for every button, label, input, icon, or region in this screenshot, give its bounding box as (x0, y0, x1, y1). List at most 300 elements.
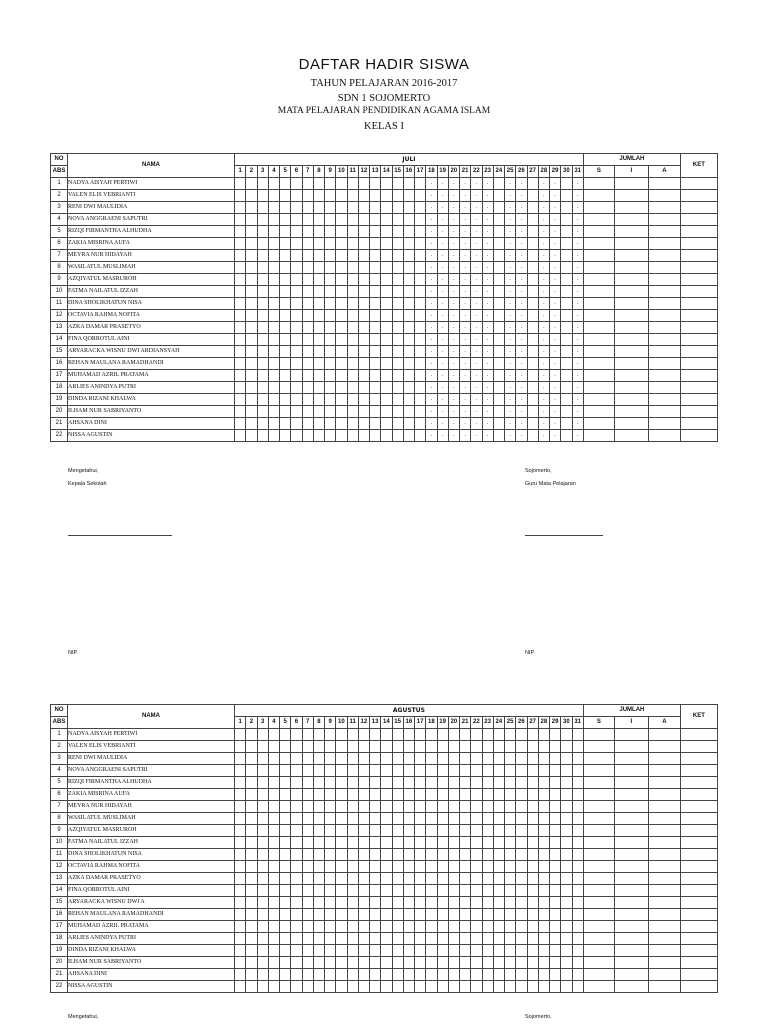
attendance-cell[interactable]: . (460, 418, 471, 430)
attendance-cell[interactable] (482, 729, 493, 741)
attendance-cell[interactable] (291, 777, 302, 789)
attendance-cell[interactable] (482, 921, 493, 933)
attendance-cell[interactable] (313, 262, 324, 274)
attendance-cell[interactable]: . (448, 430, 459, 442)
attendance-cell[interactable]: . (437, 262, 448, 274)
attendance-cell[interactable] (561, 346, 572, 358)
sum-alpa[interactable] (648, 957, 680, 969)
attendance-cell[interactable] (471, 753, 482, 765)
attendance-cell[interactable] (392, 945, 403, 957)
attendance-cell[interactable]: . (471, 418, 482, 430)
attendance-cell[interactable] (550, 813, 561, 825)
sum-sakit[interactable] (583, 430, 614, 442)
attendance-cell[interactable] (325, 298, 336, 310)
sum-sakit[interactable] (583, 274, 614, 286)
attendance-cell[interactable] (392, 885, 403, 897)
attendance-cell[interactable]: . (538, 262, 549, 274)
attendance-cell[interactable] (370, 382, 381, 394)
attendance-cell[interactable] (257, 238, 268, 250)
attendance-cell[interactable] (527, 765, 538, 777)
attendance-cell[interactable]: . (482, 178, 493, 190)
attendance-cell[interactable] (493, 262, 504, 274)
attendance-cell[interactable] (415, 406, 426, 418)
attendance-cell[interactable] (471, 897, 482, 909)
attendance-cell[interactable] (460, 777, 471, 789)
attendance-cell[interactable] (437, 933, 448, 945)
attendance-cell[interactable]: . (482, 430, 493, 442)
attendance-cell[interactable]: . (482, 262, 493, 274)
keterangan-cell[interactable] (680, 765, 717, 777)
attendance-cell[interactable]: . (448, 406, 459, 418)
attendance-cell[interactable] (302, 909, 313, 921)
attendance-cell[interactable]: . (471, 238, 482, 250)
keterangan-cell[interactable] (680, 310, 717, 322)
attendance-cell[interactable] (302, 406, 313, 418)
attendance-cell[interactable] (561, 873, 572, 885)
attendance-cell[interactable] (392, 861, 403, 873)
attendance-cell[interactable]: . (572, 238, 583, 250)
attendance-cell[interactable] (235, 430, 246, 442)
attendance-cell[interactable] (381, 861, 392, 873)
attendance-cell[interactable] (336, 262, 347, 274)
attendance-cell[interactable] (538, 885, 549, 897)
attendance-cell[interactable] (257, 214, 268, 226)
attendance-cell[interactable]: . (550, 202, 561, 214)
attendance-cell[interactable] (403, 897, 414, 909)
attendance-cell[interactable] (358, 849, 369, 861)
attendance-cell[interactable]: . (550, 286, 561, 298)
attendance-cell[interactable] (246, 226, 257, 238)
attendance-cell[interactable] (268, 346, 279, 358)
attendance-cell[interactable] (493, 873, 504, 885)
attendance-cell[interactable] (325, 238, 336, 250)
sum-izin[interactable] (614, 178, 648, 190)
attendance-cell[interactable] (403, 837, 414, 849)
attendance-cell[interactable] (268, 861, 279, 873)
attendance-cell[interactable] (426, 765, 437, 777)
attendance-cell[interactable] (280, 274, 291, 286)
attendance-cell[interactable] (403, 921, 414, 933)
attendance-cell[interactable]: . (572, 358, 583, 370)
attendance-cell[interactable] (268, 801, 279, 813)
keterangan-cell[interactable] (680, 813, 717, 825)
attendance-cell[interactable] (235, 226, 246, 238)
attendance-cell[interactable]: . (505, 322, 516, 334)
attendance-cell[interactable] (516, 945, 527, 957)
attendance-cell[interactable] (561, 394, 572, 406)
attendance-cell[interactable]: . (437, 190, 448, 202)
attendance-cell[interactable] (381, 825, 392, 837)
attendance-cell[interactable]: . (550, 358, 561, 370)
attendance-cell[interactable] (415, 262, 426, 274)
keterangan-cell[interactable] (680, 286, 717, 298)
attendance-cell[interactable] (302, 801, 313, 813)
attendance-cell[interactable] (403, 274, 414, 286)
attendance-cell[interactable] (392, 765, 403, 777)
attendance-cell[interactable] (415, 370, 426, 382)
attendance-cell[interactable]: . (550, 178, 561, 190)
attendance-cell[interactable]: . (460, 226, 471, 238)
attendance-cell[interactable] (325, 801, 336, 813)
attendance-cell[interactable]: . (538, 250, 549, 262)
attendance-cell[interactable] (403, 346, 414, 358)
attendance-cell[interactable] (437, 873, 448, 885)
attendance-cell[interactable] (347, 957, 358, 969)
attendance-cell[interactable] (313, 286, 324, 298)
attendance-cell[interactable] (280, 789, 291, 801)
attendance-cell[interactable] (291, 789, 302, 801)
keterangan-cell[interactable] (680, 238, 717, 250)
attendance-cell[interactable] (347, 190, 358, 202)
attendance-cell[interactable] (358, 945, 369, 957)
attendance-cell[interactable] (392, 825, 403, 837)
attendance-cell[interactable] (392, 310, 403, 322)
sum-alpa[interactable] (648, 861, 680, 873)
attendance-cell[interactable] (493, 777, 504, 789)
attendance-cell[interactable] (460, 921, 471, 933)
attendance-cell[interactable]: . (505, 334, 516, 346)
attendance-cell[interactable] (291, 202, 302, 214)
attendance-cell[interactable] (527, 202, 538, 214)
sum-sakit[interactable] (583, 406, 614, 418)
attendance-cell[interactable] (291, 322, 302, 334)
attendance-cell[interactable] (493, 897, 504, 909)
attendance-cell[interactable] (561, 801, 572, 813)
attendance-cell[interactable] (370, 214, 381, 226)
attendance-cell[interactable]: . (460, 190, 471, 202)
attendance-cell[interactable] (336, 861, 347, 873)
attendance-cell[interactable]: . (460, 406, 471, 418)
attendance-cell[interactable]: . (505, 190, 516, 202)
attendance-cell[interactable] (572, 789, 583, 801)
attendance-cell[interactable] (538, 933, 549, 945)
attendance-cell[interactable] (471, 969, 482, 981)
attendance-cell[interactable] (347, 933, 358, 945)
attendance-cell[interactable] (493, 382, 504, 394)
attendance-cell[interactable]: . (516, 322, 527, 334)
attendance-cell[interactable]: . (426, 274, 437, 286)
attendance-cell[interactable] (313, 394, 324, 406)
attendance-cell[interactable] (460, 765, 471, 777)
attendance-cell[interactable] (493, 969, 504, 981)
attendance-cell[interactable] (336, 933, 347, 945)
attendance-cell[interactable] (325, 382, 336, 394)
attendance-cell[interactable] (572, 801, 583, 813)
attendance-cell[interactable] (280, 765, 291, 777)
sum-alpa[interactable] (648, 214, 680, 226)
attendance-cell[interactable] (403, 825, 414, 837)
attendance-cell[interactable] (370, 202, 381, 214)
keterangan-cell[interactable] (680, 418, 717, 430)
attendance-cell[interactable] (550, 921, 561, 933)
attendance-cell[interactable]: . (448, 226, 459, 238)
attendance-cell[interactable] (325, 849, 336, 861)
attendance-cell[interactable] (358, 430, 369, 442)
attendance-cell[interactable] (561, 837, 572, 849)
attendance-cell[interactable] (268, 238, 279, 250)
attendance-cell[interactable] (302, 813, 313, 825)
attendance-cell[interactable] (392, 789, 403, 801)
attendance-cell[interactable] (392, 981, 403, 993)
attendance-cell[interactable]: . (426, 406, 437, 418)
attendance-cell[interactable] (280, 897, 291, 909)
sum-alpa[interactable] (648, 777, 680, 789)
attendance-cell[interactable] (403, 250, 414, 262)
attendance-cell[interactable] (426, 933, 437, 945)
attendance-cell[interactable]: . (516, 346, 527, 358)
sum-sakit[interactable] (583, 789, 614, 801)
attendance-cell[interactable] (415, 861, 426, 873)
attendance-cell[interactable] (235, 250, 246, 262)
attendance-cell[interactable] (336, 873, 347, 885)
sum-sakit[interactable] (583, 262, 614, 274)
attendance-cell[interactable] (572, 741, 583, 753)
attendance-cell[interactable] (291, 825, 302, 837)
attendance-cell[interactable]: . (538, 238, 549, 250)
attendance-cell[interactable]: . (448, 370, 459, 382)
attendance-cell[interactable] (493, 286, 504, 298)
attendance-cell[interactable] (527, 250, 538, 262)
attendance-cell[interactable] (538, 837, 549, 849)
sum-izin[interactable] (614, 921, 648, 933)
attendance-cell[interactable]: . (572, 226, 583, 238)
attendance-cell[interactable] (561, 813, 572, 825)
attendance-cell[interactable] (448, 957, 459, 969)
attendance-cell[interactable] (482, 741, 493, 753)
attendance-cell[interactable] (246, 813, 257, 825)
attendance-cell[interactable] (370, 945, 381, 957)
attendance-cell[interactable] (291, 801, 302, 813)
attendance-cell[interactable] (370, 801, 381, 813)
attendance-cell[interactable] (347, 969, 358, 981)
attendance-cell[interactable] (448, 873, 459, 885)
sum-alpa[interactable] (648, 418, 680, 430)
attendance-cell[interactable] (392, 202, 403, 214)
attendance-cell[interactable] (347, 741, 358, 753)
attendance-cell[interactable] (471, 945, 482, 957)
attendance-cell[interactable] (235, 945, 246, 957)
attendance-cell[interactable] (460, 813, 471, 825)
attendance-cell[interactable] (268, 202, 279, 214)
attendance-cell[interactable]: . (437, 298, 448, 310)
attendance-cell[interactable] (268, 945, 279, 957)
attendance-cell[interactable] (460, 849, 471, 861)
attendance-cell[interactable]: . (516, 262, 527, 274)
attendance-cell[interactable]: . (426, 250, 437, 262)
attendance-cell[interactable] (561, 430, 572, 442)
attendance-cell[interactable] (370, 921, 381, 933)
attendance-cell[interactable] (392, 801, 403, 813)
sum-sakit[interactable] (583, 741, 614, 753)
attendance-cell[interactable]: . (426, 214, 437, 226)
sum-sakit[interactable] (583, 801, 614, 813)
attendance-cell[interactable] (572, 753, 583, 765)
attendance-cell[interactable]: . (426, 346, 437, 358)
attendance-cell[interactable]: . (471, 382, 482, 394)
keterangan-cell[interactable] (680, 945, 717, 957)
attendance-cell[interactable]: . (482, 238, 493, 250)
attendance-cell[interactable] (291, 741, 302, 753)
attendance-cell[interactable] (550, 741, 561, 753)
attendance-cell[interactable] (257, 741, 268, 753)
sum-sakit[interactable] (583, 777, 614, 789)
attendance-cell[interactable] (235, 861, 246, 873)
sum-izin[interactable] (614, 933, 648, 945)
attendance-cell[interactable] (403, 214, 414, 226)
attendance-cell[interactable] (347, 418, 358, 430)
attendance-cell[interactable] (426, 909, 437, 921)
attendance-cell[interactable] (527, 981, 538, 993)
attendance-cell[interactable] (403, 969, 414, 981)
attendance-cell[interactable] (493, 753, 504, 765)
attendance-cell[interactable] (358, 753, 369, 765)
attendance-cell[interactable] (336, 825, 347, 837)
attendance-cell[interactable] (392, 226, 403, 238)
attendance-cell[interactable] (235, 190, 246, 202)
attendance-cell[interactable]: . (538, 382, 549, 394)
keterangan-cell[interactable] (680, 394, 717, 406)
keterangan-cell[interactable] (680, 729, 717, 741)
attendance-cell[interactable] (347, 777, 358, 789)
attendance-cell[interactable] (358, 178, 369, 190)
attendance-cell[interactable]: . (437, 178, 448, 190)
attendance-cell[interactable] (246, 286, 257, 298)
attendance-cell[interactable] (291, 957, 302, 969)
keterangan-cell[interactable] (680, 370, 717, 382)
attendance-cell[interactable] (392, 394, 403, 406)
attendance-cell[interactable]: . (471, 178, 482, 190)
attendance-cell[interactable] (347, 238, 358, 250)
attendance-cell[interactable] (460, 729, 471, 741)
attendance-cell[interactable] (235, 813, 246, 825)
attendance-cell[interactable] (460, 837, 471, 849)
attendance-cell[interactable] (336, 214, 347, 226)
attendance-cell[interactable] (268, 969, 279, 981)
attendance-cell[interactable]: . (448, 286, 459, 298)
attendance-cell[interactable] (392, 178, 403, 190)
attendance-cell[interactable] (347, 310, 358, 322)
attendance-cell[interactable] (482, 861, 493, 873)
attendance-cell[interactable] (572, 837, 583, 849)
attendance-cell[interactable] (527, 825, 538, 837)
attendance-cell[interactable] (493, 202, 504, 214)
attendance-cell[interactable] (370, 406, 381, 418)
attendance-cell[interactable] (448, 741, 459, 753)
attendance-cell[interactable]: . (538, 190, 549, 202)
attendance-cell[interactable] (415, 945, 426, 957)
attendance-cell[interactable] (505, 885, 516, 897)
attendance-cell[interactable]: . (538, 214, 549, 226)
attendance-cell[interactable] (471, 789, 482, 801)
sum-alpa[interactable] (648, 897, 680, 909)
attendance-cell[interactable] (336, 274, 347, 286)
attendance-cell[interactable] (482, 849, 493, 861)
attendance-cell[interactable] (392, 897, 403, 909)
attendance-cell[interactable] (246, 358, 257, 370)
attendance-cell[interactable] (516, 921, 527, 933)
attendance-cell[interactable] (358, 813, 369, 825)
attendance-cell[interactable] (325, 274, 336, 286)
attendance-cell[interactable] (325, 729, 336, 741)
attendance-cell[interactable] (505, 837, 516, 849)
attendance-cell[interactable] (471, 777, 482, 789)
attendance-cell[interactable] (561, 945, 572, 957)
attendance-cell[interactable] (268, 921, 279, 933)
attendance-cell[interactable] (358, 214, 369, 226)
attendance-cell[interactable]: . (426, 262, 437, 274)
attendance-cell[interactable]: . (538, 298, 549, 310)
attendance-cell[interactable] (336, 202, 347, 214)
keterangan-cell[interactable] (680, 909, 717, 921)
attendance-cell[interactable] (482, 945, 493, 957)
sum-izin[interactable] (614, 825, 648, 837)
attendance-cell[interactable] (325, 741, 336, 753)
attendance-cell[interactable] (493, 909, 504, 921)
attendance-cell[interactable]: . (460, 250, 471, 262)
attendance-cell[interactable] (336, 286, 347, 298)
attendance-cell[interactable] (460, 753, 471, 765)
attendance-cell[interactable] (403, 765, 414, 777)
attendance-cell[interactable]: . (572, 274, 583, 286)
attendance-cell[interactable] (313, 226, 324, 238)
attendance-cell[interactable] (561, 897, 572, 909)
attendance-cell[interactable] (325, 310, 336, 322)
attendance-cell[interactable] (235, 825, 246, 837)
attendance-cell[interactable] (313, 418, 324, 430)
attendance-cell[interactable] (550, 897, 561, 909)
attendance-cell[interactable] (280, 238, 291, 250)
attendance-cell[interactable] (527, 729, 538, 741)
attendance-cell[interactable] (358, 801, 369, 813)
attendance-cell[interactable] (403, 777, 414, 789)
attendance-cell[interactable] (381, 322, 392, 334)
attendance-cell[interactable]: . (437, 418, 448, 430)
attendance-cell[interactable] (246, 190, 257, 202)
attendance-cell[interactable] (415, 274, 426, 286)
sum-alpa[interactable] (648, 729, 680, 741)
attendance-cell[interactable] (460, 861, 471, 873)
attendance-cell[interactable] (572, 861, 583, 873)
attendance-cell[interactable] (516, 969, 527, 981)
attendance-cell[interactable] (246, 430, 257, 442)
sum-izin[interactable] (614, 334, 648, 346)
sum-sakit[interactable] (583, 370, 614, 382)
attendance-cell[interactable]: . (471, 406, 482, 418)
attendance-cell[interactable]: . (460, 178, 471, 190)
attendance-cell[interactable] (291, 861, 302, 873)
attendance-cell[interactable] (403, 873, 414, 885)
attendance-cell[interactable] (347, 873, 358, 885)
attendance-cell[interactable] (313, 406, 324, 418)
attendance-cell[interactable] (280, 981, 291, 993)
attendance-cell[interactable] (280, 933, 291, 945)
attendance-cell[interactable] (347, 801, 358, 813)
attendance-cell[interactable] (505, 753, 516, 765)
sum-sakit[interactable] (583, 418, 614, 430)
attendance-cell[interactable] (280, 777, 291, 789)
attendance-cell[interactable] (358, 933, 369, 945)
attendance-cell[interactable]: . (516, 370, 527, 382)
attendance-cell[interactable] (415, 777, 426, 789)
attendance-cell[interactable] (302, 789, 313, 801)
attendance-cell[interactable] (482, 777, 493, 789)
attendance-cell[interactable] (336, 957, 347, 969)
attendance-cell[interactable] (235, 418, 246, 430)
attendance-cell[interactable]: . (448, 394, 459, 406)
attendance-cell[interactable] (336, 250, 347, 262)
attendance-cell[interactable] (437, 849, 448, 861)
attendance-cell[interactable] (325, 406, 336, 418)
